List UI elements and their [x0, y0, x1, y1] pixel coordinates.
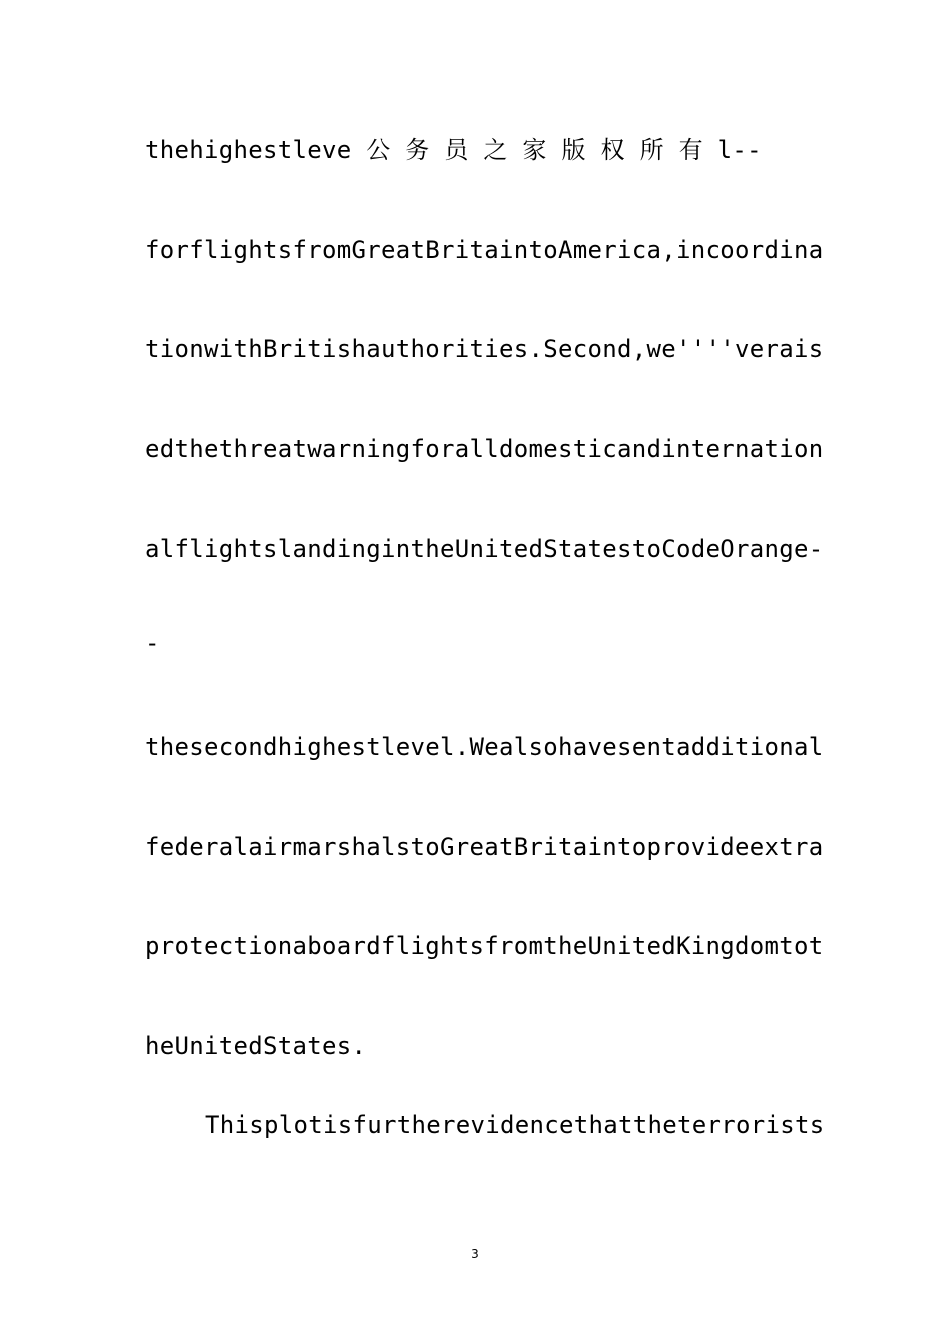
text-line-6: -	[145, 629, 160, 657]
text-line-7: thesecondhighestlevel.Wealsohavesentadditional	[145, 733, 824, 761]
text-line-5: alflightslandingintheUnitedStatestoCodeOrange-	[145, 535, 824, 563]
page-number: 3	[471, 1247, 479, 1261]
text-line-1: thehighestleve 公 务 员 之 家 版 权 所 有 l--	[145, 136, 762, 164]
text-line-4: edthethreatwarningforalldomesticandinternation	[145, 435, 824, 463]
text-line-3: tionwithBritishauthorities.Second,we''''verais	[145, 335, 824, 363]
text-line-10: heUnitedStates.	[145, 1032, 367, 1060]
text-line-2: forflightsfromGreatBritaintoAmerica,incoordina	[145, 236, 824, 264]
text-line-8: federalairmarshalstoGreatBritaintoprovideextra	[145, 833, 824, 861]
text-line-9: protectionaboardflightsfromtheUnitedKingdomtot	[145, 932, 824, 960]
text-line-11: Thisplotisfurtherevidencethattheterrorists	[205, 1111, 825, 1139]
